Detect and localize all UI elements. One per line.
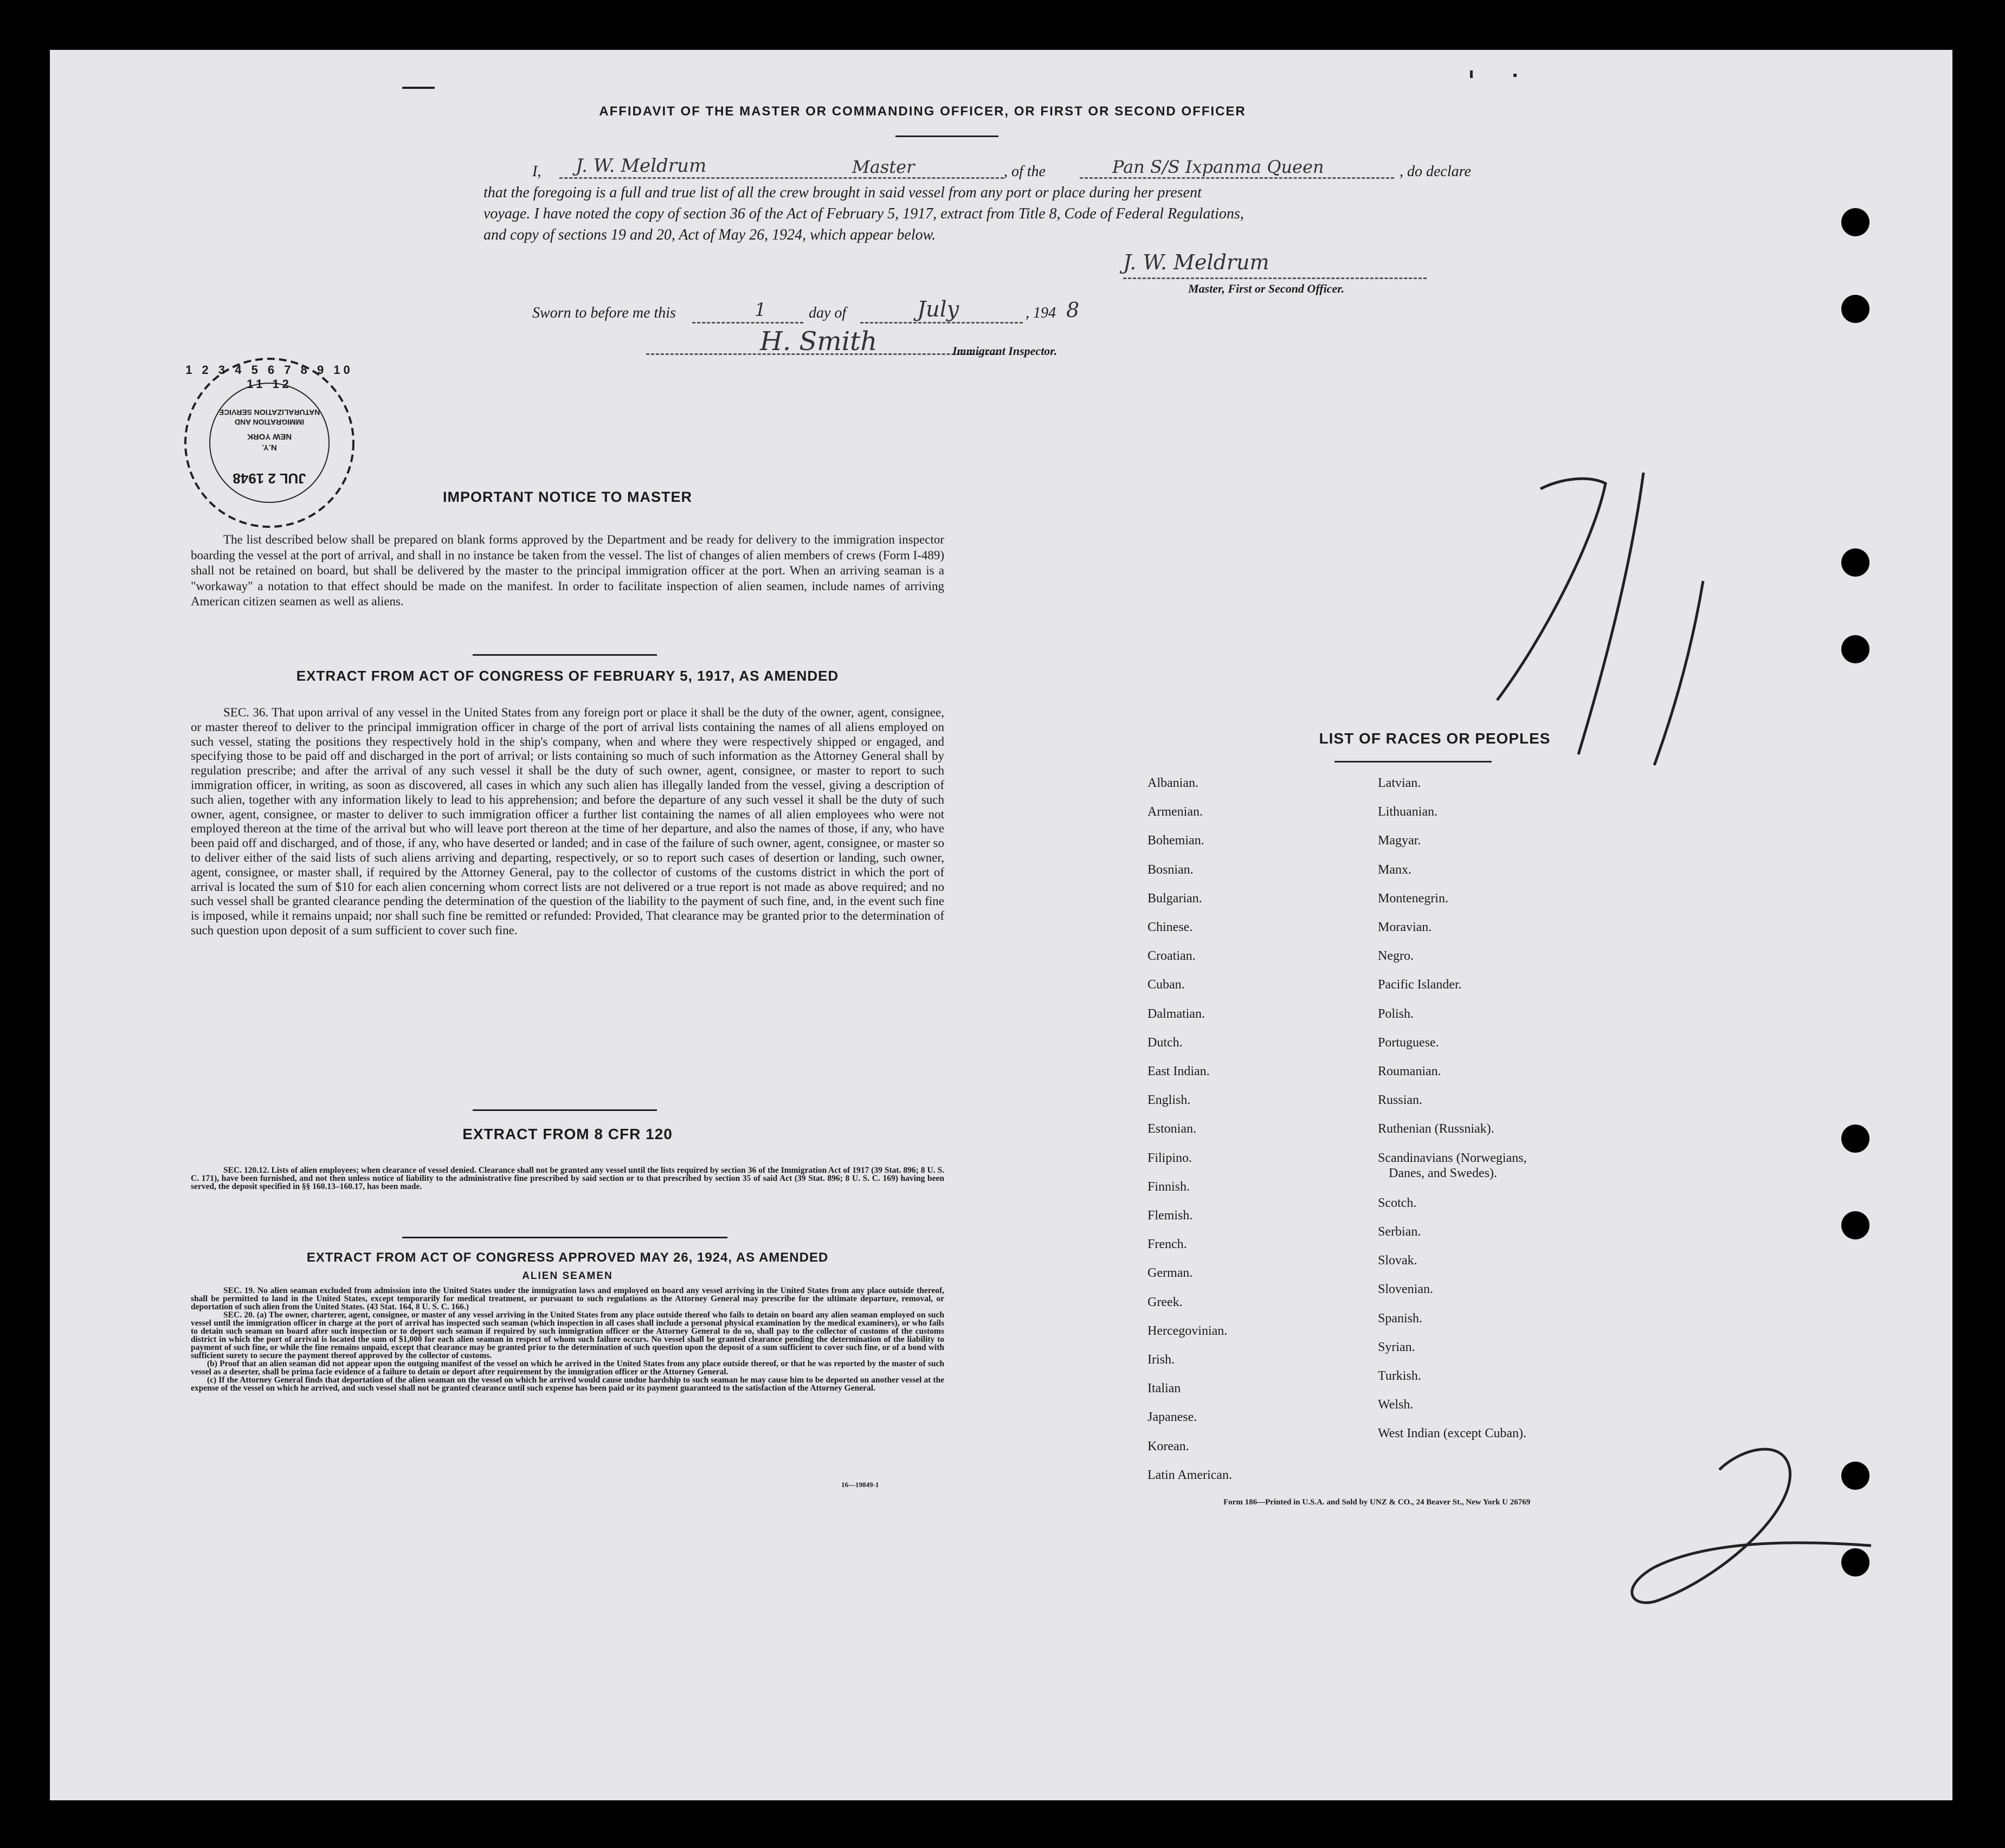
signature-caption: Master, First or Second Officer. (1188, 282, 1345, 295)
races-column-1 (1147, 776, 1375, 1546)
race-list-item: Danes, and Swedes). (1389, 1166, 1497, 1180)
of-the-label: , of the (1004, 163, 1046, 180)
extract-1924-title: EXTRACT FROM ACT OF CONGRESS APPROVED MAY 26, 1924, AS AMENDED (306, 1250, 829, 1265)
inspector-caption: Immigrant Inspector. (952, 344, 1058, 358)
vessel-name-handwriting: Pan S/S Ixpanma Queen (1112, 157, 1324, 177)
race-list-item: Lithuanian. (1378, 805, 1437, 819)
month-handwriting: July (917, 297, 959, 322)
notice-text: The list described below shall be prepared on blank forms approved by the Department and be ready for delivery to the immigration inspector boarding the vessel at the port of arrival, and shall in no instance be taken from the vessel. The list of changes of alien members of crews (Form I-489) shall not be retained on board, but shall be delivered by the master to the principal immigration officer at the port. When an arriving seaman is a "workaway" a notation to that effect should be made on the manifest. In order to facilitate inspection of alien seamen, include names of arriving American citizen seamen as well as aliens. (191, 533, 944, 608)
race-list-item: Armenian. (1147, 805, 1203, 819)
race-list-item: Polish. (1378, 1006, 1414, 1021)
extract-1917-title: EXTRACT FROM ACT OF CONGRESS OF FEBRUARY 5, 1917, AS AMENDED (296, 668, 839, 684)
year-handwriting: 8 (1066, 298, 1080, 322)
extract-1924-body (191, 1287, 944, 1392)
day-handwriting: 1 (755, 299, 766, 321)
race-list-item: Cuban. (1147, 978, 1185, 992)
sec-20a-text: SEC. 20. (a) The owner, charterer, agent, consignee, or master of any vessel arriving in the United States from any place outside thereof who fails to detain on board any alien seaman employed on such vessel until the immigration officer in charge at the port of arrival has inspected such seaman (which inspection in all cases shall include a personal physical examination by the medical examiners), or who fails to detain such seaman on board after such inspection or to deport such seaman if required by such immigration officer or the Attorney General to do so, shall pay to the collector of customs of the customs district in which the port of arrival is located the sum of $1,000 for each alien seaman in respect of whom such failure occurs. No vessel shall be granted clearance pending the determination of the liability to payment of such fine, or while the fine remains unpaid, except that clearance may be granted prior to the determination of such question upon the deposit of a sum sufficient to cover such fine, or of a bond with sufficient surety to secure the payment thereof approved by the collector of customs. (191, 1310, 944, 1360)
corner-mark (1513, 74, 1517, 77)
punch-hole (1841, 295, 1869, 323)
sworn-label: Sworn to before me this (532, 305, 676, 321)
race-list-item: Finnish. (1147, 1179, 1190, 1194)
race-list-item: Montenegrin. (1378, 891, 1448, 906)
section-divider (402, 1237, 727, 1238)
race-list-item: German. (1147, 1266, 1193, 1281)
races-title: LIST OF RACES OR PEOPLES (1319, 730, 1551, 747)
race-list-item: Ruthenian (Russniak). (1378, 1122, 1494, 1136)
extract-1924-subtitle: ALIEN SEAMEN (522, 1270, 613, 1282)
day-of-label: day of (809, 305, 847, 321)
race-list-item: French. (1147, 1237, 1187, 1252)
race-list-item: Manx. (1378, 862, 1411, 877)
race-list-item: East Indian. (1147, 1064, 1210, 1078)
race-list-item: Scotch. (1378, 1196, 1417, 1210)
punch-hole (1841, 208, 1869, 236)
rank-handwriting: Master (852, 157, 915, 177)
races-title-underline (1334, 761, 1492, 763)
sworn-line (483, 299, 1242, 326)
race-list-item: Portuguese. (1378, 1035, 1439, 1050)
form-code: 16—19849-1 (841, 1481, 879, 1489)
race-list-item: Latvian. (1378, 776, 1421, 790)
affidavit-line-3: voyage. I have noted the copy of section 36 of the Act of February 5, 1917, extract from Title 8, Code of Federal Regulations, (483, 205, 1244, 222)
punch-hole (1841, 1125, 1869, 1153)
race-list-item: Bulgarian. (1147, 891, 1202, 906)
race-list-item: Dutch. (1147, 1035, 1183, 1050)
declare-label: , do declare (1400, 163, 1471, 180)
section-divider (473, 1109, 657, 1111)
stamp-state: N.Y. (262, 443, 277, 452)
i-label: I, (532, 163, 541, 180)
race-list-item: Turkish. (1378, 1369, 1421, 1383)
affidavit-title: AFFIDAVIT OF THE MASTER OR COMMANDING OFFICER, OR FIRST OR SECOND OFFICER (599, 104, 1246, 119)
race-list-item: Spanish. (1378, 1311, 1423, 1326)
title-underline (895, 135, 998, 137)
race-list-item: Irish. (1147, 1353, 1175, 1367)
race-list-item: Greek. (1147, 1295, 1183, 1309)
race-list-item: Italian (1147, 1381, 1181, 1396)
race-list-item: West Indian (except Cuban). (1378, 1426, 1526, 1441)
notice-title: IMPORTANT NOTICE TO MASTER (443, 489, 692, 505)
punch-hole (1841, 1211, 1869, 1239)
race-list-item: Bosnian. (1147, 862, 1194, 877)
punch-hole (1841, 635, 1869, 663)
race-list-item: Moravian. (1378, 920, 1432, 934)
race-list-item: Magyar. (1378, 833, 1421, 848)
corner-mark (402, 87, 435, 89)
inspector-signature-handwriting: H. Smith (760, 326, 878, 357)
stamp-digits: 1 2 3 4 5 6 7 8 9 10 11 12 (185, 363, 353, 391)
race-list-item: Estonian. (1147, 1122, 1196, 1136)
extract-cfr-title: EXTRACT FROM 8 CFR 120 (462, 1126, 673, 1142)
races-column-2 (1378, 776, 1681, 1546)
extract-1917-text: SEC. 36. That upon arrival of any vessel in the United States from any foreign port or place it shall be the duty of the owner, agent, consignee, or master thereof to deliver to the principal immigration officer in charge of the port of arrival lists containing the names of all aliens employed on such vessel, stating the positions they respectively hold in the ship's company, when and where they were respectively shipped or engaged, and specifying those to be paid off and discharged in the port of arrival; or lists containing so much of such information as the Attorney General shall by regulation prescribe; and after the arrival of any such vessel it shall be the duty of such owner, agent, consignee, or master to report to such immigration officer, in writing, as soon as discovered, all cases in which any such alien has illegally landed from the vessel, giving a description of such alien, together with any information likely to lead to his apprehension; and before the departure of any such vessel it shall be the duty of such owner, agent, consignee, or master to deliver to such immigration officer a further list containing the names of all alien employees who were not employed thereon at the time of the arrival but who will leave port thereon at the time of her departure, and also the names of those, if any, who have been paid off and discharged, and of those, if any, who have deserted or landed; and in case of the failure of such owner, agent, consignee, or master so to deliver either of the said lists of such aliens arriving and departing, respectively, or so to report such cases of desertion or landing, such owner, agent, consignee, or master shall, if required by the Attorney General, pay to the collector of customs of the customs district in which the port of arrival is located the sum of $10 for each alien concerning whom correct lists are not delivered or a true report is not made as above required; and no such vessel shall be granted clearance pending the determination of the question of the liability to the payment of such fine, and, in the event such fine is imposed, while it remains unpaid; nor shall such fine be remitted or refunded: Provided, That clearance may be granted prior to the determination of such question upon deposit of a sum sufficient to cover such fine. (191, 706, 944, 937)
section-divider (473, 654, 657, 656)
race-list-item: Slovak. (1378, 1253, 1417, 1268)
race-list-item: Chinese. (1147, 920, 1193, 934)
sec-20b-text: (b) Proof that an alien seaman did not appear upon the outgoing manifest of the vessel on which he arrived in the United States from any place outside thereof, or that he was reported by the master of such vessel as a deserter, shall be prima facie evidence of a failure to detain or deport after requirement by the immigration officer or the Attorney General. (191, 1359, 944, 1377)
stamp-agency: IMMIGRATION AND NATURALIZATION SERVICE (218, 408, 320, 427)
affidavit-body (483, 155, 1508, 245)
race-list-item: Bohemian. (1147, 833, 1204, 848)
master-name-handwriting: J. W. Meldrum (576, 155, 707, 177)
race-list-item: Syrian. (1378, 1340, 1415, 1354)
affidavit-line-2: that the foregoing is a full and true list of all the crew brought in said vessel from any port or place during her present (483, 184, 1202, 201)
race-list-item: Scandinavians (Norwegians, (1378, 1151, 1527, 1165)
corner-mark (1470, 70, 1473, 78)
race-list-item: Pacific Islander. (1378, 978, 1462, 992)
punch-hole (1841, 548, 1869, 577)
form-printer-line: Form 186—Printed in U.S.A. and Sold by UNZ & CO., 24 Beaver St., New York U 26769 (1223, 1498, 1531, 1507)
sec-19-text: SEC. 19. No alien seaman excluded from admission into the United States under the immigration laws and employed on board any vessel arriving in the United States from any place outside thereof, shall be permitted to land in the United States, except temporarily for medical treatment, or pursuant to such regulations as the Attorney General may prescribe for the ultimate departure, removal, or deportation of such alien from the United States. (43 Stat. 164, 8 U. S. C. 166.) (191, 1286, 944, 1311)
race-list-item: Albanian. (1147, 776, 1198, 790)
race-list-item: Dalmatian. (1147, 1006, 1205, 1021)
race-list-item: Korean. (1147, 1439, 1189, 1453)
stamp-date: JUL 2 1948 (233, 470, 306, 487)
race-list-item: English. (1147, 1093, 1191, 1108)
race-list-item: Welsh. (1378, 1398, 1414, 1412)
document-page (50, 50, 1952, 1800)
race-list-item: Slovenian. (1378, 1282, 1433, 1297)
affidavit-line-4: and copy of sections 19 and 20, Act of May 26, 1924, which appear below. (483, 227, 936, 243)
race-list-item: Filipino. (1147, 1151, 1192, 1165)
master-signature-handwriting: J. W. Meldrum (1123, 250, 1269, 274)
race-list-item: Croatian. (1147, 949, 1196, 964)
sec-20c-text: (c) If the Attorney General finds that deportation of the alien seaman on the vessel on which he arrived would cause undue hardship to such seaman he may cause him to be deported on another vessel at the expense of the vessel on which he arrived, and such vessel shall not be granted clearance until such expense has been paid or its payment guaranteed to the satisfaction of the Attorney General. (191, 1375, 944, 1393)
race-list-item: Negro. (1378, 949, 1414, 964)
race-list-item: Russian. (1378, 1093, 1423, 1108)
year-prefix: , 194 (1026, 305, 1056, 321)
stamp-city: NEW YORK (247, 432, 292, 441)
race-list-item: Latin American. (1147, 1468, 1232, 1482)
extract-cfr-text: SEC. 120.12. Lists of alien employees; when clearance of vessel denied. Clearance shall not be granted any vessel until the lists required by section 36 of the Immigration Act of 1917 (39 Stat. 896; 8 U. S. C. 171), have been furnished, and not then unless notice of liability to the administrative fine prescribed by said section or to that prescribed by section 35 of said Act (39 Stat. 896; 8 U. S. C. 169) having been served, the deposit specified in §§ 160.13–160.17, has been made. (191, 1166, 944, 1191)
race-list-item: Serbian. (1378, 1225, 1421, 1239)
race-list-item: Roumanian. (1378, 1064, 1441, 1078)
race-list-item: Flemish. (1147, 1209, 1193, 1223)
race-list-item: Hercegovinian. (1147, 1323, 1228, 1338)
race-list-item: Japanese. (1147, 1410, 1197, 1425)
